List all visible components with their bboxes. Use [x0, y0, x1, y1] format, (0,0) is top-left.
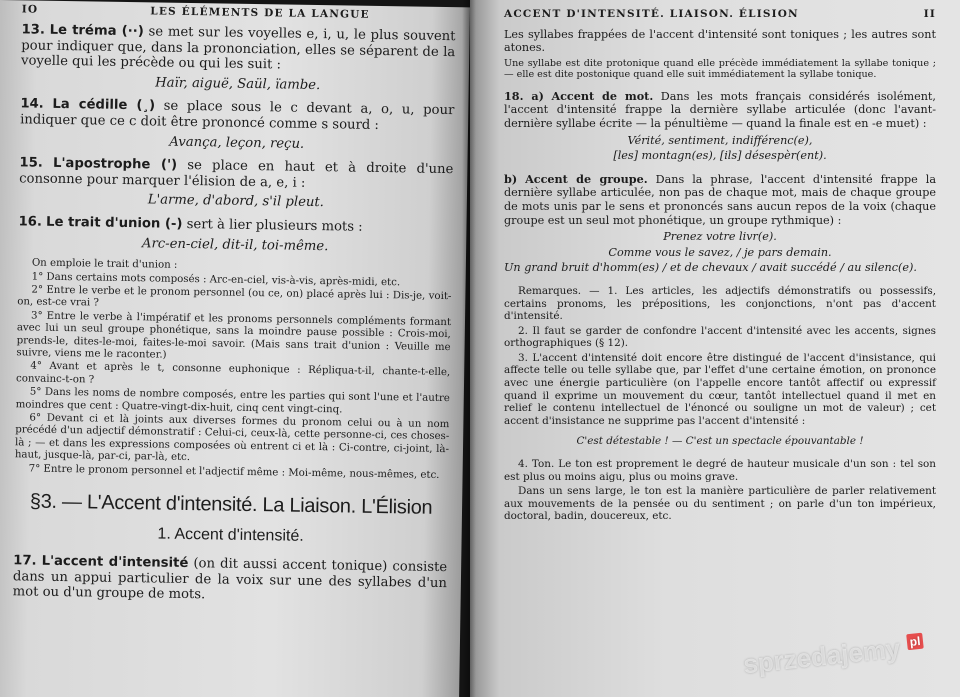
accent-term: L'accent d'intensité — [41, 553, 189, 572]
left-running-title: LES ÉLÉMENTS DE LA LANGUE — [150, 5, 370, 21]
right-page — [470, 0, 960, 697]
subsection-title: 1. Accent d'intensité. — [157, 525, 304, 545]
usage-line: 6° Devant ci et là joints aux diverses formes du pronom celui ou à un nom précédé d'un adjectif démonstratif : Celui-ci, ceux-là, cette personne-ci, ces choses-là ; — et dans les expressions composées où entrent ci et là : Ci-contre, ci-joint, là-haut, jusque-là, par-ci, par-là, etc. — [14, 412, 450, 464]
remarque-item: Remarques. — 1. Les articles, les adjectifs démonstratifs ou possessifs, certains pronoms, les prépositions, les conjonctions, n'ont pas d'accent d'intensité. — [504, 284, 936, 323]
trema-paragraph — [21, 22, 456, 76]
cedille-text: se place sous le c devant a, o, u, pour indiquer que ce c doit être prononcé comme s sourd : — [20, 98, 455, 133]
accent-mot-text: Dans les mots français considérés isolément, l'accent d'intensité frappe la dernière syllabe articulée (donc l'avant-dernière syllabe écrite — la pénultième — quand la finale est en -e muet) : — [504, 89, 936, 130]
remarque-item: 2. Il faut se garder de confondre l'accent d'intensité avec les accents, signes orthographiques (§ 12). — [504, 324, 936, 350]
accent-mot-term: Accent de mot. — [551, 88, 654, 103]
apostrophe-term: L'apostrophe (') — [52, 156, 178, 173]
apostrophe-paragraph — [19, 155, 453, 193]
right-running-head — [504, 8, 936, 22]
trema-text: se met sur les voyelles e, i, u, le plus souvent pour indiquer que, dans la prononciation, elles se séparent de la voyelle qui les précède ou qui les suit : — [20, 24, 456, 73]
accent-text: (on dit aussi accent tonique) consiste dans un appui particulier de la voix sur une des syllabes d'un mot ou d'un groupe de mots. — [12, 556, 448, 603]
cedille-number: 14. — [20, 96, 44, 113]
accent-groupe-term: Accent de groupe. — [525, 171, 648, 186]
usage-line: 2° Entre le verbe et le pronom personnel (ou ce, on) placé après lui : Dis-je, voit-on, est-ce vrai ? — [17, 284, 452, 309]
book-gutter — [462, 0, 476, 697]
watermark-text: sprzedajemy — [741, 633, 902, 680]
trait-example: Arc-en-ciel, dit-il, toi-même. — [141, 235, 329, 254]
intro-note: Une syllabe est dite protonique quand elle précède immédiatement la syllabe tonique ; — elle est dite postonique quand elle suit immédiatement la syllabe tonique. — [504, 57, 936, 80]
accent-groupe-number: b) — [504, 171, 518, 186]
usage-line: 1° Dans certains mots composés : Arc-en-ciel, vis-à-vis, après-midi, etc. — [31, 271, 401, 288]
trema-term: Le tréma (··) — [49, 22, 144, 40]
accent-mot-example: Vérité, sentiment, indifférenc(e), — [627, 133, 813, 147]
trait-text: sert à lier plusieurs mots : — [186, 216, 363, 235]
accent-groupe-example: Prenez votre livr(e). — [663, 230, 777, 244]
usage-line: 7° Entre le pronom personnel et l'adjectif même : Moi-même, nous-mêmes, etc. — [28, 463, 440, 481]
trait-usage-list — [15, 257, 452, 482]
remarque-item: 3. L'accent d'intensité doit encore être distingué de l'accent d'insistance, qui affecte telle ou telle syllabe que, par l'effet d'une certaine émotion, on prononce avec une énergie particulière (on l'appelle encore tantôt affectif ou expressif quand il exprime un mouvement du cœur, tantôt intellectuel quand il met en relief le contenu intellectuel de l'énoncé ou souligne un mot de valeur) ; cet accent d'insistance ne supprime pas l'accent d'intensité : — [504, 351, 936, 427]
usage-line: 4° Avant et après le t, consonne euphonique : Répliqua-t-il, chante-t-elle, convainc-t-on ? — [15, 360, 451, 386]
usage-line: 5° Dans les noms de nombre composés, entre les parties qui sont l'une et l'autre moindres que cent : Quatre-vingt-dix-huit, cinq cent vingt-cinq. — [15, 386, 450, 416]
insistance-example: C'est détestable ! — C'est un spectacle épouvantable ! — [576, 435, 864, 448]
apostrophe-example: L'arme, d'abord, s'il pleut. — [147, 192, 325, 211]
right-page-number: II — [923, 8, 936, 20]
accent-groupe-text: Dans la phrase, l'accent d'intensité frappe la dernière syllabe articulée, non pas de chaque mot, mais de chaque groupe de mots unis par le sens et prononcés sans aucun repos de la voix (chaque groupe est un seul mot phonétique, un groupe rythmique) : — [504, 172, 937, 227]
trait-number: 16. — [18, 214, 43, 230]
accent-groupe-paragraph — [504, 173, 936, 227]
usage-line: On emploie le trait d'union : — [31, 257, 178, 271]
accent-mot-number: 18. a) — [504, 88, 544, 103]
trema-number: 13. — [21, 22, 46, 38]
trait-paragraph — [18, 214, 452, 236]
left-running-head — [22, 2, 456, 23]
right-running-title: ACCENT D'INTENSITÉ. LIAISON. ÉLISION — [504, 8, 799, 20]
accent-paragraph — [13, 553, 448, 607]
watermark-badge: pl — [906, 633, 924, 651]
cedille-example: Avança, leçon, reçu. — [169, 134, 305, 152]
left-page — [0, 0, 470, 697]
apostrophe-number: 15. — [19, 155, 43, 171]
trait-term: Le trait d'union (-) — [45, 214, 183, 232]
usage-line: 3° Entre le verbe à l'impératif et les pronoms personnels compléments formant avec lui un seul groupe phonétique, sans la moindre pause possible : Crois-moi, prends-le, dites-le-moi, faites-le-moi savoir. (Mais sans trait d'union : Veuille me suivre, viens me le raconter.) — [16, 310, 452, 361]
remarques-block — [504, 285, 936, 523]
accent-mot-example: [les] montagn(es), [ils] désespèr(ent). — [613, 149, 827, 163]
section-title: §3. — L'Accent d'intensité. La Liaison. L'Élision — [29, 490, 433, 519]
cedille-term: La cédille (¸) — [52, 97, 156, 114]
apostrophe-text: se place en haut et à droite d'une consonne pour marquer l'élision de a, e, i : — [19, 158, 454, 191]
trema-example: Haïr, aiguë, Saül, ïambe. — [155, 75, 321, 93]
accent-groupe-example: Un grand bruit d'homm(es) / et de chevaux / avait succédé / au silenc(e). — [504, 261, 917, 275]
intro-paragraph: Les syllabes frappées de l'accent d'intensité sont toniques ; les autres sont atones. — [504, 27, 936, 55]
ton-paragraph: 4. Ton. Le ton est proprement le degré de hauteur musicale d'un son : tel son est plus ou moins aigu, plus ou moins grave. — [504, 458, 936, 483]
left-page-number: IO — [21, 3, 39, 16]
accent-mot-paragraph — [504, 90, 936, 131]
cedille-paragraph — [20, 97, 454, 135]
accent-number: 17. — [13, 553, 37, 569]
accent-groupe-example: Comme vous le savez, / je pars demain. — [608, 245, 832, 259]
ton-paragraph: Dans un sens large, le ton est la manière particulière de parler relativement aux mouvements de la pensée ou du sentiment ; on parle d'un ton impérieux, doctoral, badin, doucereux, etc. — [504, 485, 936, 523]
